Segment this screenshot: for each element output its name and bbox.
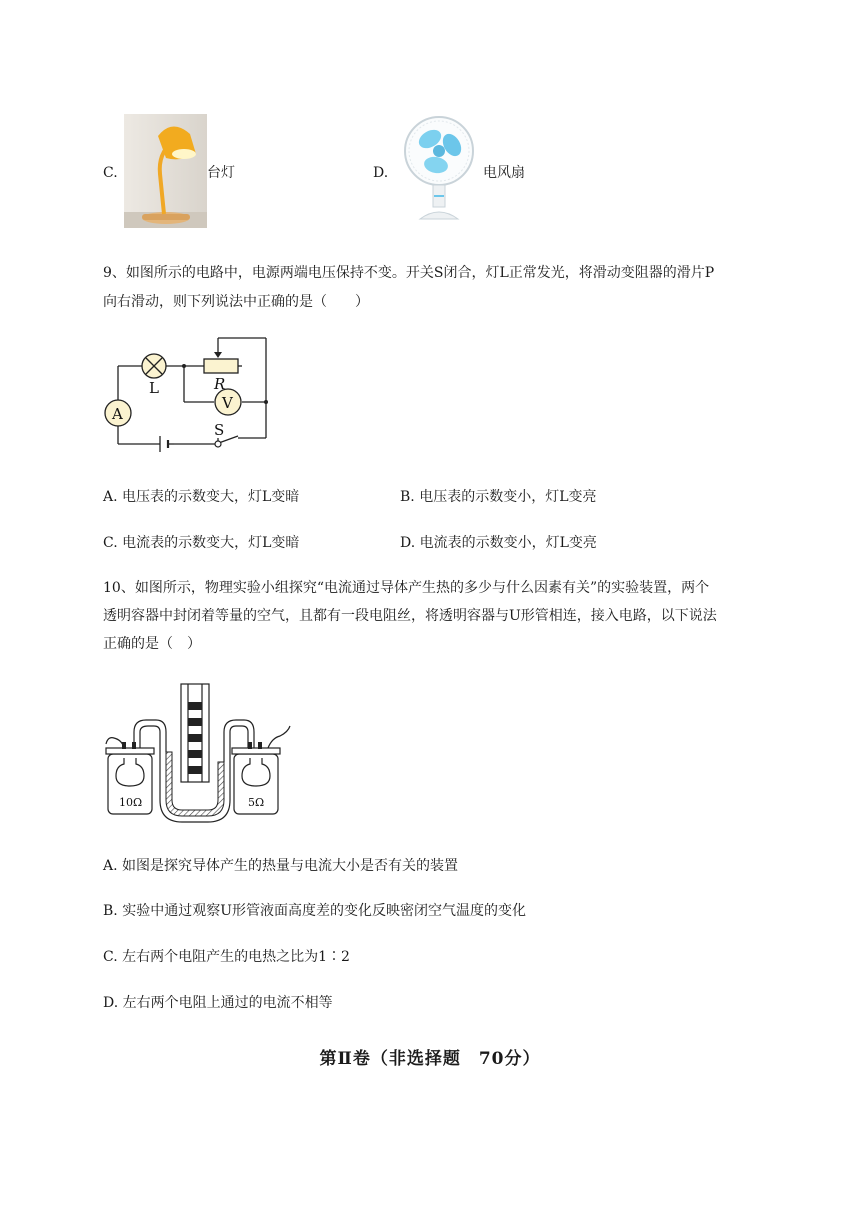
q9-option-c: C. 电流表的示数变大，灯L变暗 — [103, 535, 300, 551]
voltmeter-label: V — [222, 394, 233, 412]
option-d-text: 电风扇 — [483, 165, 525, 181]
switch-label: S — [214, 421, 225, 439]
q10-stem-line3: 正确的是（ ） — [103, 636, 201, 652]
q9-stem-line1: 9、如图所示的电路中，电源两端电压保持不变。开关S闭合，灯L正常发光，将滑动变阻器的滑片P — [103, 265, 715, 281]
option-d-letter: D. — [373, 165, 389, 181]
option-c-text: 台灯 — [207, 165, 235, 181]
section-title: 第Ⅱ卷（非选择题 70分） — [319, 1049, 541, 1069]
q10-option-d: D. 左右两个电阻上通过的电流不相等 — [103, 995, 333, 1011]
q10-option-c: C. 左右两个电阻产生的电热之比为1∶2 — [103, 949, 350, 965]
q10-stem-line2: 透明容器中封闭着等量的空气，且都有一段电阻丝，将透明容器与U形管相连，接入电路，以下说法 — [103, 608, 717, 624]
right-resistor-label: 5Ω — [248, 796, 265, 809]
ammeter-label: A — [112, 405, 123, 423]
u-tube-apparatus-diagram — [102, 682, 292, 824]
electric-fan-image — [400, 115, 480, 227]
q9-option-d: D. 电流表的示数变小，灯L变亮 — [400, 535, 597, 551]
q10-stem-line1: 10、如图所示，物理实验小组探究“电流通过导体产生热的多少与什么因素有关”的实验装置，两个 — [103, 580, 710, 596]
option-c-letter: C. — [103, 165, 118, 181]
q9-stem-line2: 向右滑动，则下列说法中正确的是（ ） — [103, 294, 369, 310]
q9-option-a: A. 电压表的示数变大，灯L变暗 — [103, 489, 300, 505]
left-resistor-label: 10Ω — [119, 796, 143, 809]
resistor-label: R — [214, 375, 226, 393]
desk-lamp-image — [124, 114, 207, 228]
lamp-label: L — [149, 379, 159, 397]
circuit-diagram — [102, 334, 272, 456]
q9-option-b: B. 电压表的示数变小，灯L变亮 — [400, 489, 597, 505]
q10-option-b: B. 实验中通过观察U形管液面高度差的变化反映密闭空气温度的变化 — [103, 903, 526, 919]
q10-option-a: A. 如图是探究导体产生的热量与电流大小是否有关的装置 — [103, 858, 459, 874]
